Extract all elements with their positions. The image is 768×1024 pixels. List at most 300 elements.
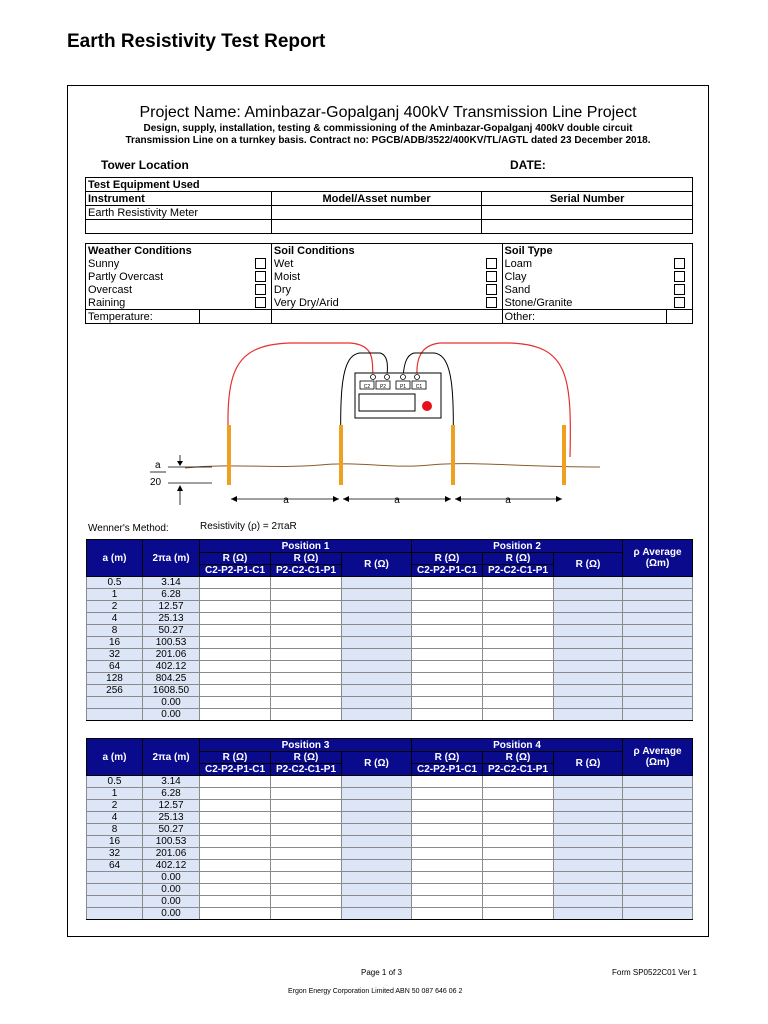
r-cell[interactable] [554, 872, 623, 884]
a-value: 16 [87, 836, 143, 848]
r-cell[interactable] [554, 673, 623, 685]
r-cell[interactable] [342, 788, 412, 800]
r-cell[interactable] [342, 884, 412, 896]
r-c2p2p1c1-cell[interactable] [200, 697, 271, 709]
page-number: Page 1 of 3 [361, 968, 402, 977]
project-description-line-2: Transmission Line on a turnkey basis. Contract no: PGCB/ADB/3522/400KV/TL/AGTL dated 23 December 2018. [125, 135, 651, 146]
r-p2c2c1p1-cell[interactable] [483, 908, 554, 920]
r-c2p2p1c1-cell[interactable] [412, 812, 483, 824]
r-p2c2c1p1-cell[interactable] [271, 697, 342, 709]
r-cell[interactable] [342, 896, 412, 908]
a-value [87, 896, 143, 908]
a-value: 32 [87, 649, 143, 661]
r-p2c2c1p1-cell[interactable] [483, 685, 554, 697]
rho-average-cell[interactable] [623, 661, 693, 673]
form-number: Form SP0522C01 Ver 1 [612, 968, 697, 977]
soil-type-checkbox[interactable] [674, 297, 685, 308]
r-p2c2c1p1-cell[interactable] [483, 601, 554, 613]
r-p2c2c1p1-cell[interactable] [271, 649, 342, 661]
r-cell[interactable] [554, 661, 623, 673]
soil-type-checkbox[interactable] [674, 271, 685, 282]
r-cell[interactable] [554, 637, 623, 649]
two-pi-a-value: 6.28 [143, 589, 200, 601]
r-c2p2p1c1-cell[interactable] [412, 788, 483, 800]
meter-button [422, 401, 432, 411]
r-c2p2p1c1-cell[interactable] [412, 884, 483, 896]
temperature-label: Temperature: [86, 310, 200, 324]
r-p2c2c1p1-cell[interactable] [271, 577, 342, 589]
r-cell[interactable] [342, 860, 412, 872]
r-c2p2p1c1-cell[interactable] [412, 637, 483, 649]
table-row [87, 589, 693, 601]
table-row [87, 613, 693, 625]
weather-checkbox[interactable] [255, 271, 266, 282]
r-cell[interactable] [342, 661, 412, 673]
r-c2p2p1c1-cell[interactable] [200, 776, 271, 788]
weather-option: Raining [86, 296, 251, 310]
rho-average-cell[interactable] [623, 860, 693, 872]
r-p2c2c1p1-cell[interactable] [271, 848, 342, 860]
r-c2p2p1c1-cell[interactable] [412, 697, 483, 709]
a-value: 64 [87, 860, 143, 872]
measurement-table-2 [86, 738, 693, 920]
r-cell[interactable] [554, 697, 623, 709]
a-value: 0.5 [87, 577, 143, 589]
r-cell[interactable] [554, 776, 623, 788]
r-c2p2p1c1-cell[interactable] [412, 589, 483, 601]
temperature-field[interactable] [199, 310, 271, 324]
rho-average-cell[interactable] [623, 800, 693, 812]
r-p2c2c1p1-cell[interactable] [483, 860, 554, 872]
r-c2p2p1c1-cell[interactable] [412, 649, 483, 661]
weather-checkbox[interactable] [255, 284, 266, 295]
a-value: 8 [87, 824, 143, 836]
r-c2p2p1c1-cell[interactable] [412, 613, 483, 625]
soil-checkbox[interactable] [486, 284, 497, 295]
config-header: C2-P2-P1-C1 [412, 764, 483, 776]
r-p2c2c1p1-cell[interactable] [271, 788, 342, 800]
r-p2c2c1p1-cell[interactable] [271, 673, 342, 685]
r-cell[interactable] [342, 872, 412, 884]
r-p2c2c1p1-cell[interactable] [483, 673, 554, 685]
terminal-label: C1 [415, 384, 423, 390]
weather-option: Sunny [86, 257, 251, 270]
r-p2c2c1p1-cell[interactable] [483, 709, 554, 721]
r-c2p2p1c1-cell[interactable] [200, 884, 271, 896]
serial-cell[interactable] [482, 206, 693, 220]
r-cell[interactable] [342, 577, 412, 589]
weather-checkbox[interactable] [255, 297, 266, 308]
rho-average-cell[interactable] [623, 824, 693, 836]
soil-checkbox[interactable] [486, 258, 497, 269]
date-label: DATE: [510, 158, 546, 172]
r-p2c2c1p1-cell[interactable] [483, 776, 554, 788]
table-row [87, 788, 693, 800]
r-p2c2c1p1-cell[interactable] [483, 649, 554, 661]
r-p2c2c1p1-cell[interactable] [483, 896, 554, 908]
table-row [87, 836, 693, 848]
terminal-label: P2 [379, 384, 387, 390]
a-value [87, 908, 143, 920]
two-pi-a-value: 0.00 [143, 872, 200, 884]
soil-type-option: Stone/Granite [502, 296, 667, 310]
position-header: Position 3 [200, 739, 412, 752]
config-header: C2-P2-P1-C1 [200, 565, 271, 577]
rho-average-cell[interactable] [623, 848, 693, 860]
r-cell[interactable] [554, 884, 623, 896]
two-pi-a-value: 201.06 [143, 649, 200, 661]
r-p2c2c1p1-cell[interactable] [271, 613, 342, 625]
table-row [87, 860, 693, 872]
r-p2c2c1p1-cell[interactable] [271, 685, 342, 697]
rho-average-cell[interactable] [623, 637, 693, 649]
r-p2c2c1p1-cell[interactable] [483, 812, 554, 824]
r-header: R (Ω) [483, 752, 554, 764]
r-cell[interactable] [554, 836, 623, 848]
r-p2c2c1p1-cell[interactable] [271, 800, 342, 812]
a-value [87, 709, 143, 721]
soil-type-checkbox[interactable] [674, 258, 685, 269]
r-cell[interactable] [342, 824, 412, 836]
soil-blank [271, 310, 502, 324]
soil-type-header: Soil Type [502, 244, 692, 258]
r-p2c2c1p1-cell[interactable] [483, 788, 554, 800]
r-c2p2p1c1-cell[interactable] [200, 673, 271, 685]
table-row [87, 601, 693, 613]
rho-average-cell[interactable] [623, 788, 693, 800]
r-p2c2c1p1-cell[interactable] [271, 872, 342, 884]
soil-option: Moist [271, 270, 481, 283]
instrument-cell[interactable] [86, 220, 272, 234]
r-c2p2p1c1-cell[interactable] [200, 788, 271, 800]
spacing-label: a [283, 495, 289, 506]
table-row [87, 649, 693, 661]
table-row [87, 908, 693, 920]
r-p2c2c1p1-cell[interactable] [271, 601, 342, 613]
two-pi-a-value: 0.00 [143, 884, 200, 896]
terminal-label: P1 [399, 384, 407, 390]
r-p2c2c1p1-cell[interactable] [271, 661, 342, 673]
r-c2p2p1c1-cell[interactable] [200, 872, 271, 884]
a-value: 1 [87, 589, 143, 601]
a-header: a (m) [87, 540, 143, 577]
a-value: 16 [87, 637, 143, 649]
r-cell[interactable] [342, 601, 412, 613]
r-cell[interactable] [342, 836, 412, 848]
spacing-label: a [505, 495, 511, 506]
rho-average-cell[interactable] [623, 836, 693, 848]
r-c2p2p1c1-cell[interactable] [412, 685, 483, 697]
r-c2p2p1c1-cell[interactable] [200, 661, 271, 673]
r-c2p2p1c1-cell[interactable] [200, 836, 271, 848]
r-c2p2p1c1-cell[interactable] [200, 709, 271, 721]
r-cell[interactable] [554, 613, 623, 625]
r-cell[interactable] [342, 637, 412, 649]
r-c2p2p1c1-cell[interactable] [200, 577, 271, 589]
config-header: P2-C2-C1-P1 [271, 565, 342, 577]
r-c2p2p1c1-cell[interactable] [412, 824, 483, 836]
r-c2p2p1c1-cell[interactable] [412, 896, 483, 908]
equipment-table [85, 177, 693, 234]
soil-type-checkbox[interactable] [674, 284, 685, 295]
r-c2p2p1c1-cell[interactable] [200, 848, 271, 860]
weather-option: Overcast [86, 283, 251, 296]
r-cell[interactable] [554, 685, 623, 697]
table-row [87, 637, 693, 649]
r-p2c2c1p1-cell[interactable] [271, 836, 342, 848]
position-header: Position 2 [412, 540, 623, 553]
r-c2p2p1c1-cell[interactable] [200, 824, 271, 836]
r-p2c2c1p1-cell[interactable] [271, 589, 342, 601]
r-c2p2p1c1-cell[interactable] [412, 601, 483, 613]
r-cell[interactable] [342, 908, 412, 920]
r-cell[interactable] [554, 649, 623, 661]
instrument-header: Instrument [86, 192, 272, 206]
r-p2c2c1p1-cell[interactable] [271, 812, 342, 824]
r-cell[interactable] [342, 625, 412, 637]
r-c2p2p1c1-cell[interactable] [200, 601, 271, 613]
two-pi-a-value: 0.00 [143, 896, 200, 908]
electrode-c2 [227, 425, 231, 485]
two-pi-a-value: 50.27 [143, 625, 200, 637]
r-p2c2c1p1-cell[interactable] [271, 625, 342, 637]
resistivity-meter [355, 373, 441, 418]
rho-average-unit: (Ωm) [645, 757, 670, 768]
r-c2p2p1c1-cell[interactable] [200, 800, 271, 812]
r-cell[interactable] [342, 800, 412, 812]
r-p2c2c1p1-cell[interactable] [483, 589, 554, 601]
r-c2p2p1c1-cell[interactable] [200, 649, 271, 661]
r-c2p2p1c1-cell[interactable] [412, 836, 483, 848]
r-p2c2c1p1-cell[interactable] [271, 776, 342, 788]
rho-average-cell[interactable] [623, 896, 693, 908]
soil-option: Wet [271, 257, 481, 270]
r-cell[interactable] [342, 649, 412, 661]
rho-average-cell[interactable] [623, 872, 693, 884]
soil-checkbox[interactable] [486, 271, 497, 282]
two-pi-a-value: 0.00 [143, 697, 200, 709]
r-c2p2p1c1-cell[interactable] [412, 860, 483, 872]
rho-average-cell[interactable] [623, 625, 693, 637]
r-cell[interactable] [342, 697, 412, 709]
r-p2c2c1p1-cell[interactable] [483, 697, 554, 709]
r-c2p2p1c1-cell[interactable] [200, 908, 271, 920]
r-c2p2p1c1-cell[interactable] [412, 577, 483, 589]
two-pi-a-value: 402.12 [143, 860, 200, 872]
model-cell[interactable] [271, 206, 482, 220]
project-name: Project Name: Aminbazar-Gopalganj 400kV Transmission Line Project [139, 104, 637, 121]
rho-average-cell[interactable] [623, 812, 693, 824]
r-cell[interactable] [554, 577, 623, 589]
two-pi-a-value: 6.28 [143, 788, 200, 800]
rho-average-cell[interactable] [623, 697, 693, 709]
r-c2p2p1c1-cell[interactable] [200, 589, 271, 601]
r-c2p2p1c1-cell[interactable] [200, 685, 271, 697]
r-c2p2p1c1-cell[interactable] [412, 872, 483, 884]
position-header: Position 4 [412, 739, 623, 752]
a-value: 1 [87, 788, 143, 800]
a-value: 32 [87, 848, 143, 860]
rho-average-label: ρ Average [633, 746, 682, 757]
r-c2p2p1c1-cell[interactable] [412, 848, 483, 860]
rho-average-cell[interactable] [623, 589, 693, 601]
two-pi-a-value: 1608.50 [143, 685, 200, 697]
r-cell[interactable] [342, 673, 412, 685]
soil-header: Soil Conditions [271, 244, 502, 258]
report-title: Earth Resistivity Test Report [67, 31, 326, 52]
table-row [87, 625, 693, 637]
rho-average-cell[interactable] [623, 673, 693, 685]
wenner-diagram [140, 335, 610, 515]
r-c2p2p1c1-cell[interactable] [200, 613, 271, 625]
r-header: R (Ω) [200, 553, 271, 565]
r-p2c2c1p1-cell[interactable] [271, 637, 342, 649]
r-c2p2p1c1-cell[interactable] [412, 800, 483, 812]
table-row [87, 848, 693, 860]
soil-checkbox[interactable] [486, 297, 497, 308]
company-footer: Ergon Energy Corporation Limited ABN 50 087 646 06 2 [288, 988, 463, 995]
soil-type-option: Sand [502, 283, 667, 296]
r-cell[interactable] [342, 709, 412, 721]
r-header: R (Ω) [271, 553, 342, 565]
table-row [87, 884, 693, 896]
r-cell[interactable] [554, 800, 623, 812]
r-c2p2p1c1-cell[interactable] [412, 625, 483, 637]
table-row [87, 661, 693, 673]
r-cell[interactable] [342, 685, 412, 697]
r-cell[interactable] [554, 860, 623, 872]
rho-average-header [623, 540, 693, 577]
r-header: R (Ω) [412, 553, 483, 565]
r-cell[interactable] [554, 601, 623, 613]
two-pi-a-value: 201.06 [143, 848, 200, 860]
r-cell[interactable] [342, 776, 412, 788]
r-c2p2p1c1-cell[interactable] [412, 661, 483, 673]
rho-average-cell[interactable] [623, 908, 693, 920]
weather-header: Weather Conditions [86, 244, 272, 258]
r-p2c2c1p1-cell[interactable] [271, 896, 342, 908]
r-p2c2c1p1-cell[interactable] [483, 872, 554, 884]
soil-type-option: Clay [502, 270, 667, 283]
r-p2c2c1p1-cell[interactable] [483, 836, 554, 848]
other-field[interactable] [667, 310, 693, 324]
r-p2c2c1p1-cell[interactable] [271, 709, 342, 721]
serial-header: Serial Number [482, 192, 693, 206]
rho-average-cell[interactable] [623, 884, 693, 896]
table-row [87, 776, 693, 788]
r-c2p2p1c1-cell[interactable] [412, 673, 483, 685]
spacing-label: a [394, 495, 400, 506]
r-p2c2c1p1-cell[interactable] [483, 637, 554, 649]
table-row [87, 685, 693, 697]
r-cell[interactable] [554, 896, 623, 908]
r-cell[interactable] [554, 812, 623, 824]
table-row [87, 812, 693, 824]
r-p2c2c1p1-cell[interactable] [483, 848, 554, 860]
ground-surface [185, 464, 600, 468]
r-c2p2p1c1-cell[interactable] [200, 896, 271, 908]
r-cell[interactable] [554, 788, 623, 800]
two-pi-a-value: 25.13 [143, 613, 200, 625]
r-p2c2c1p1-cell[interactable] [483, 800, 554, 812]
weather-checkbox[interactable] [255, 258, 266, 269]
a-value: 128 [87, 673, 143, 685]
r-cell[interactable] [554, 709, 623, 721]
a-value [87, 872, 143, 884]
r-p2c2c1p1-cell[interactable] [483, 625, 554, 637]
r-cell[interactable] [554, 908, 623, 920]
r-cell[interactable] [342, 613, 412, 625]
rho-average-cell[interactable] [623, 577, 693, 589]
model-cell[interactable] [271, 220, 482, 234]
r-p2c2c1p1-cell[interactable] [483, 613, 554, 625]
two-pi-a-value: 0.00 [143, 908, 200, 920]
two-pi-a-value: 12.57 [143, 601, 200, 613]
r-cell[interactable] [342, 812, 412, 824]
r-c2p2p1c1-cell[interactable] [200, 860, 271, 872]
r-header: R (Ω) [200, 752, 271, 764]
r-c2p2p1c1-cell[interactable] [200, 812, 271, 824]
equipment-title: Test Equipment Used [86, 178, 693, 192]
r-p2c2c1p1-cell[interactable] [271, 884, 342, 896]
r-p2c2c1p1-cell[interactable] [483, 884, 554, 896]
config-header: P2-C2-C1-P1 [271, 764, 342, 776]
r-header: R (Ω) [554, 553, 623, 577]
r-cell[interactable] [554, 625, 623, 637]
r-p2c2c1p1-cell[interactable] [483, 577, 554, 589]
r-cell[interactable] [554, 824, 623, 836]
rho-average-cell[interactable] [623, 649, 693, 661]
conditions-table [85, 243, 693, 324]
r-p2c2c1p1-cell[interactable] [271, 908, 342, 920]
rho-average-cell[interactable] [623, 776, 693, 788]
rho-average-cell[interactable] [623, 613, 693, 625]
wenner-method-label: Wenner's Method: [88, 523, 169, 534]
project-description [67, 123, 709, 147]
r-c2p2p1c1-cell[interactable] [412, 709, 483, 721]
rho-average-cell[interactable] [623, 709, 693, 721]
config-header: P2-C2-C1-P1 [483, 764, 554, 776]
serial-cell[interactable] [482, 220, 693, 234]
r-c2p2p1c1-cell[interactable] [200, 637, 271, 649]
electrode-c1 [562, 425, 566, 485]
r-p2c2c1p1-cell[interactable] [483, 661, 554, 673]
table-row [87, 800, 693, 812]
rho-average-cell[interactable] [623, 601, 693, 613]
r-c2p2p1c1-cell[interactable] [200, 625, 271, 637]
r-p2c2c1p1-cell[interactable] [271, 860, 342, 872]
r-p2c2c1p1-cell[interactable] [271, 824, 342, 836]
a-value: 64 [87, 661, 143, 673]
table-row [87, 577, 693, 589]
r-c2p2p1c1-cell[interactable] [412, 908, 483, 920]
depth-label: a [155, 460, 161, 471]
r-p2c2c1p1-cell[interactable] [483, 824, 554, 836]
depth-fraction: 20 [150, 477, 162, 488]
rho-average-cell[interactable] [623, 685, 693, 697]
soil-option: Very Dry/Arid [271, 296, 481, 310]
table-row [87, 673, 693, 685]
r-cell[interactable] [342, 848, 412, 860]
table-row [87, 824, 693, 836]
r-cell[interactable] [554, 848, 623, 860]
config-header: C2-P2-P1-C1 [412, 565, 483, 577]
two-pi-a-value: 25.13 [143, 812, 200, 824]
r-cell[interactable] [342, 589, 412, 601]
r-c2p2p1c1-cell[interactable] [412, 776, 483, 788]
a-value: 4 [87, 613, 143, 625]
r-cell[interactable] [554, 589, 623, 601]
